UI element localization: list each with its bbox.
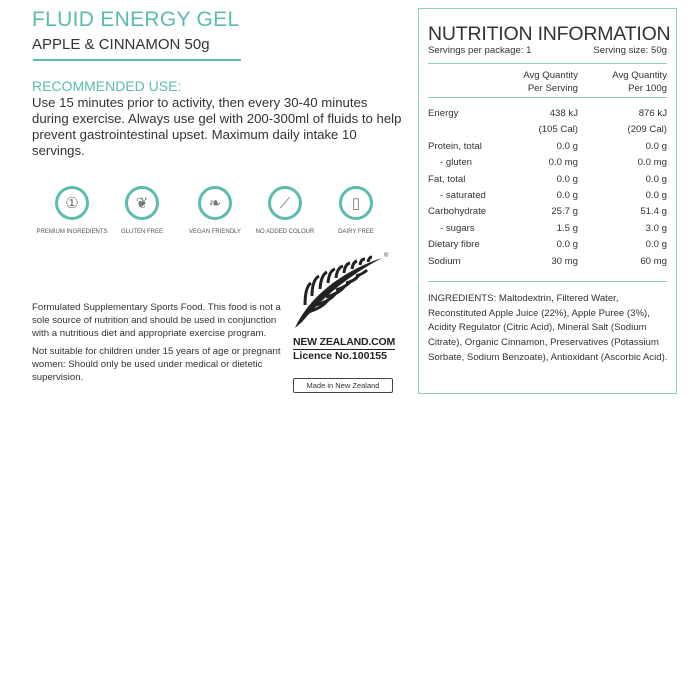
badge xyxy=(102,186,182,235)
badge-label: NO ADDED COLOUR xyxy=(255,229,315,235)
per-100g-value: 51.4 g xyxy=(640,206,667,218)
divider xyxy=(428,63,667,64)
col1-header-line1: Avg Quantity xyxy=(523,70,578,81)
ingredients: INGREDIENTS: Maltodextrin, Filtered Water, Reconstituted Apple Juice (22%), Apple Puree (3%), Acidity Regulator (Citric Acid), Mineral Salt (Sodium Citrate), Organic Cinnamon, Preservatives (Potassium Sorbate, Sodium Benzoate), Antioxidant (Ascorbic Acid). xyxy=(428,293,668,363)
nutrition-panel xyxy=(418,8,677,394)
per-serving-value: 1.5 g xyxy=(556,222,578,234)
nutrient-name: - sugars xyxy=(440,222,475,234)
nutrition-row xyxy=(428,174,667,190)
per-100g-value: 0.0 g xyxy=(645,173,667,185)
col2-header-line1: Avg Quantity xyxy=(612,70,667,81)
nutrient-name: - gluten xyxy=(440,157,472,169)
badge-label: DAIRY FREE xyxy=(338,229,374,235)
per-serving-value: (105 Cal) xyxy=(538,124,578,136)
badge xyxy=(316,186,396,235)
nutrition-row xyxy=(428,108,667,124)
wheat-icon: ❦ xyxy=(125,186,159,220)
divider xyxy=(428,281,667,282)
leaf-icon: ❧ xyxy=(198,186,232,220)
divider xyxy=(428,97,667,98)
nutrient-name: Carbohydrate xyxy=(428,206,487,218)
nz-website: NEW ZEALAND.COM xyxy=(293,336,395,348)
disclaimer xyxy=(32,301,282,384)
nutrition-row xyxy=(428,124,667,140)
milk-carton-icon: ▯ xyxy=(339,186,373,220)
nutrient-name: - saturated xyxy=(440,190,486,201)
per-100g-value: 3.0 g xyxy=(645,222,667,234)
badge xyxy=(32,186,112,235)
nutrition-row xyxy=(428,223,667,239)
per-100g-value: 0.0 g xyxy=(645,190,667,201)
registered-mark: ® xyxy=(384,253,389,259)
badge xyxy=(245,186,325,235)
nutrition-title: NUTRITION INFORMATION xyxy=(428,23,671,45)
recommended-use-text: Use 15 minutes prior to activity, then every 30-40 minutes during exercise. Always use gel with 200-300ml of fluids to help prevent gastrointestinal upset. Maximum daily intake 10 servings. xyxy=(32,95,402,158)
per-serving-value: 0.0 mg xyxy=(548,157,578,169)
nutrition-row xyxy=(428,256,667,272)
per-100g-value: (209 Cal) xyxy=(627,124,667,136)
nutrient-name: Fat, total xyxy=(428,173,466,185)
badge-label: PREMIUM INGREDIENTS xyxy=(36,229,108,235)
dropper-icon: ⟋ xyxy=(268,186,302,220)
nutrition-row xyxy=(428,190,667,206)
badge-label: VEGAN FRIENDLY xyxy=(189,229,241,235)
serving-size: Serving size: 50g xyxy=(593,45,667,56)
per-100g-value: 60 mg xyxy=(640,255,667,267)
nutrition-row xyxy=(428,239,667,255)
per-serving-value: 30 mg xyxy=(551,255,578,267)
nutrition-row xyxy=(428,157,667,173)
nutrient-name: Dietary fibre xyxy=(428,239,480,251)
product-subtitle: APPLE & CINNAMON 50g xyxy=(32,36,210,53)
nutrient-name: Protein, total xyxy=(428,140,482,152)
per-100g-value: 0.0 mg xyxy=(637,157,667,169)
per-serving-value: 25.7 g xyxy=(551,206,578,218)
per-serving-value: 0.0 g xyxy=(556,239,578,251)
col1-header-line2: Per Serving xyxy=(527,83,578,94)
badge xyxy=(175,186,255,235)
disclaimer-paragraph: Not suitable for children under 15 years of age or pregnant women: Should only be used under medical or dietetic supervision. xyxy=(32,346,281,383)
nutrient-name: Sodium xyxy=(428,255,461,267)
servings-per-package: Servings per package: 1 xyxy=(428,45,532,56)
title-divider xyxy=(33,59,241,61)
col2-header-line2: Per 100g xyxy=(628,83,667,94)
made-in-badge: Made in New Zealand xyxy=(293,378,393,393)
column-headers xyxy=(428,69,667,97)
licence-number: Licence No.100155 xyxy=(293,350,387,362)
per-100g-value: 876 kJ xyxy=(638,108,667,119)
nutrition-row xyxy=(428,206,667,222)
per-serving-value: 0.0 g xyxy=(556,173,578,185)
silver-fern-logo-icon xyxy=(290,250,390,330)
product-title: FLUID ENERGY GEL xyxy=(32,8,240,31)
badge-label: GLUTEN FREE xyxy=(120,229,163,235)
award-ribbon-icon: ① xyxy=(55,186,89,220)
nutrition-row xyxy=(428,141,667,157)
nutrient-name: Energy xyxy=(428,108,459,119)
per-serving-value: 0.0 g xyxy=(556,190,578,201)
per-serving-value: 0.0 g xyxy=(556,140,578,152)
per-100g-value: 0.0 g xyxy=(645,239,667,251)
per-serving-value: 438 kJ xyxy=(549,108,578,119)
per-100g-value: 0.0 g xyxy=(645,140,667,152)
recommended-use-heading: RECOMMENDED USE: xyxy=(32,78,182,94)
disclaimer-paragraph: Formulated Supplementary Sports Food. This food is not a sole source of nutrition and should be used in conjunction with a nutritious diet and appropriate exercise program. xyxy=(32,302,281,339)
